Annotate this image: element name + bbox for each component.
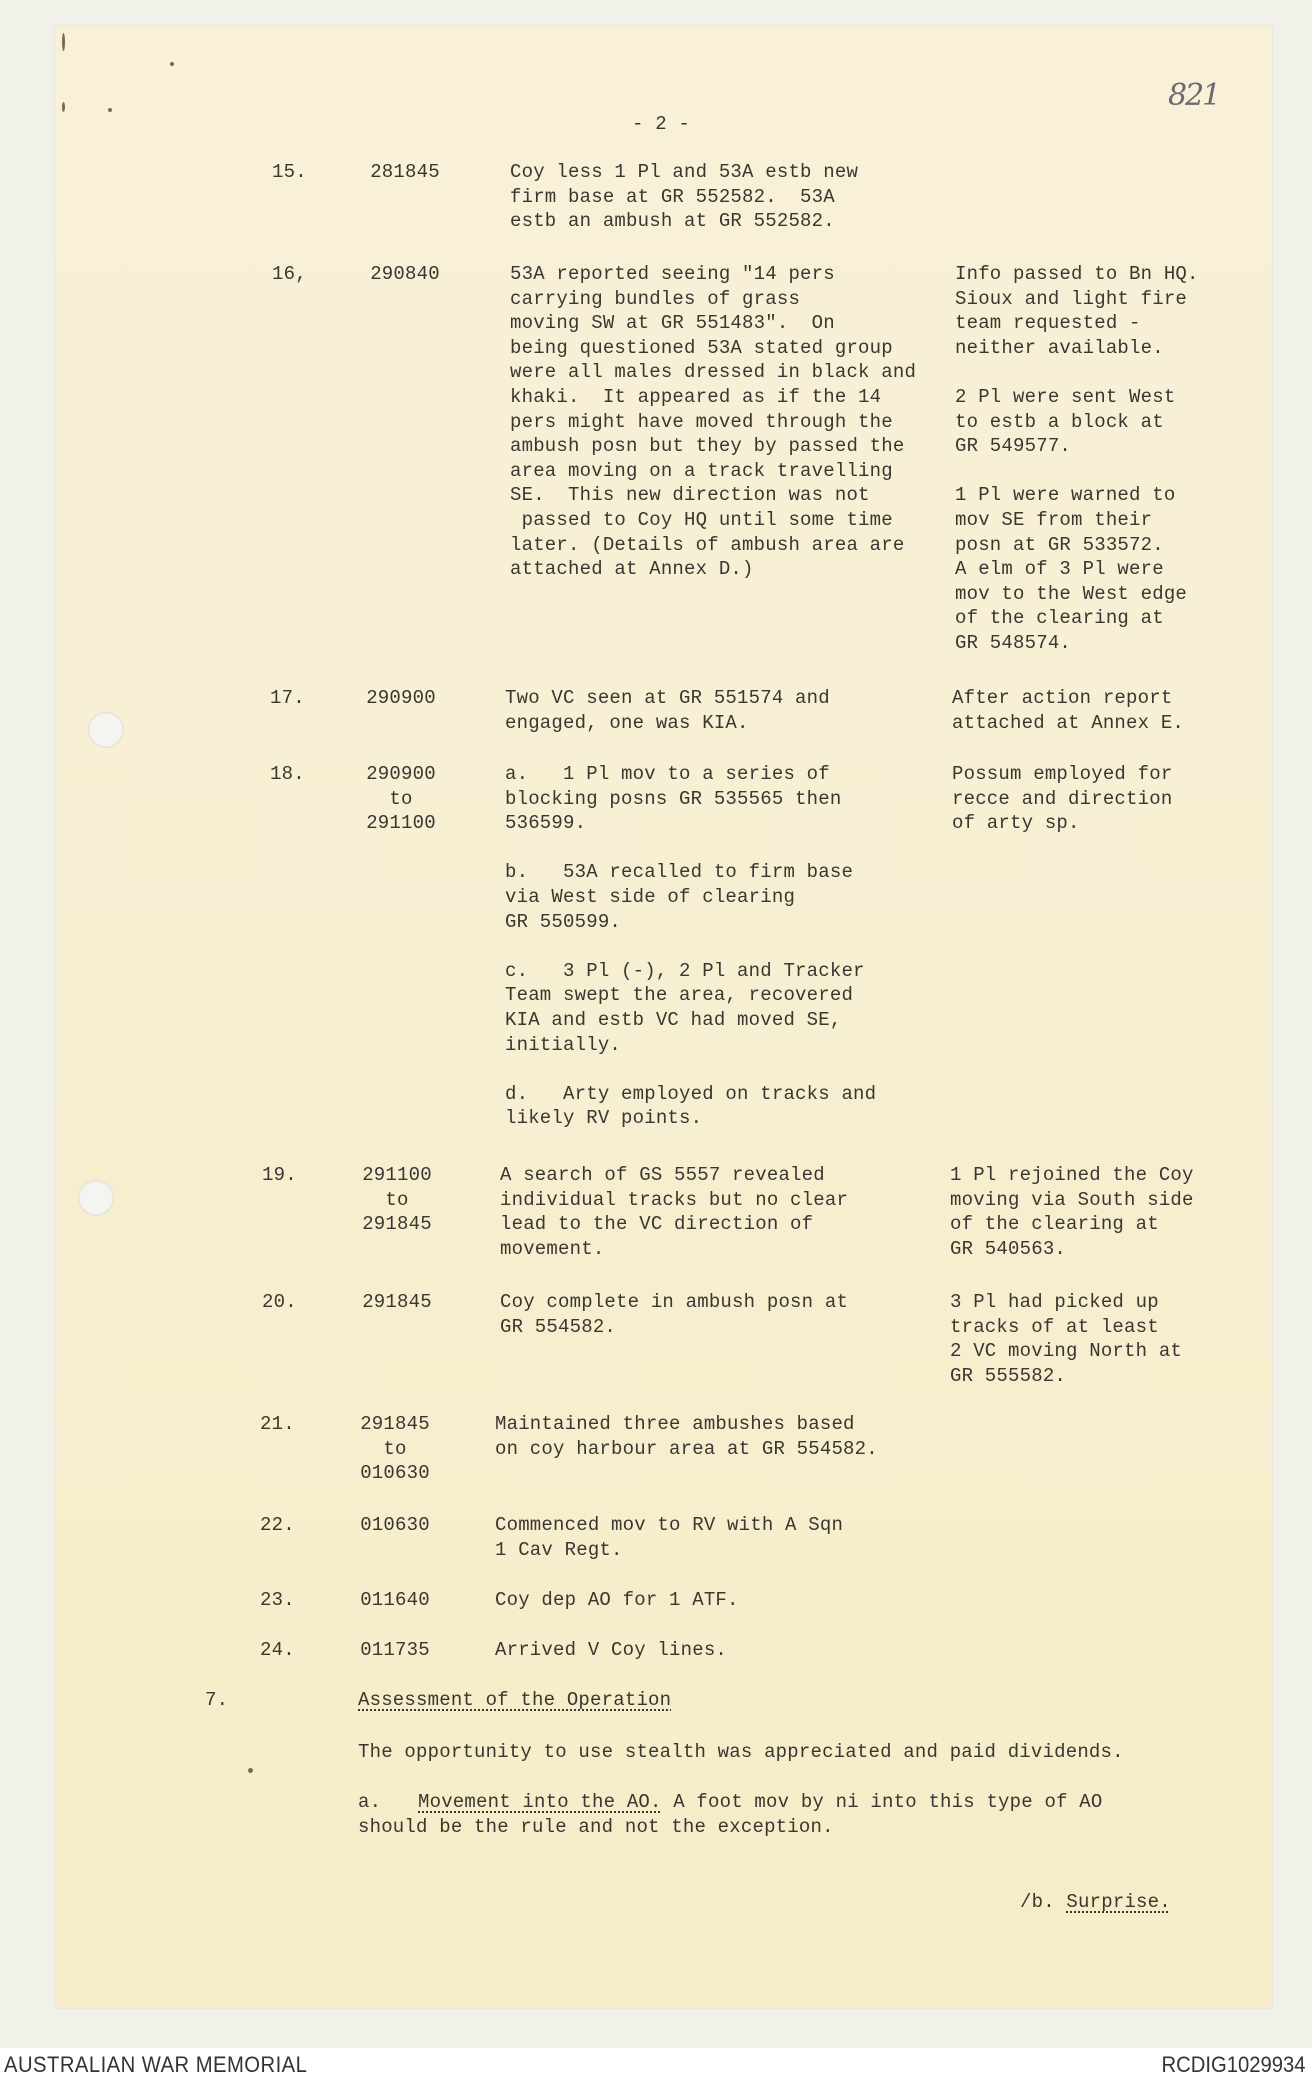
row-time: 010630 [360, 1462, 430, 1485]
row-number: 19. [262, 1164, 297, 1186]
row-time: 291100 [366, 812, 436, 835]
row-event-line: Coy complete in ambush posn at [500, 1291, 849, 1313]
row-number: 15. [272, 161, 307, 183]
row-event-line: c. 3 Pl (-), 2 Pl and Tracker [505, 959, 865, 982]
row-number: 16, [272, 263, 307, 285]
row-remark-line: After action report [952, 687, 1173, 709]
row-remark-line: GR 555582. [950, 1364, 1067, 1387]
row-event-line: Commenced mov to RV with A Sqn [495, 1514, 844, 1536]
paragraph-a-text-continued: should be the rule and not the exception. [358, 1816, 834, 1838]
paper-mark [170, 62, 174, 66]
row-event-line: KIA and estb VC had moved SE, [505, 1009, 842, 1031]
row-time: 291100 [362, 1164, 432, 1186]
row-remark-line: team requested - [955, 312, 1141, 335]
paragraph-a-label: a. [358, 1791, 382, 1813]
row-event-line: later. (Details of ambush area are [510, 533, 905, 556]
row-event-line: likely RV points. [505, 1107, 703, 1130]
row-remark-line: to estb a block at [955, 410, 1164, 433]
row-event-line: initially. [505, 1033, 622, 1056]
row-event-line: b. 53A recalled to firm base [505, 861, 854, 884]
row-event-line: SE. This new direction was not [510, 484, 870, 507]
row-event-line: attached at Annex D.) [510, 558, 754, 581]
row-time: 011735 [360, 1639, 430, 1661]
row-remark-line: GR 549577. [955, 435, 1072, 458]
row-remark-line: 2 VC moving North at [950, 1340, 1183, 1363]
row-event-line: lead to the VC direction of [500, 1213, 814, 1236]
section-intro: The opportunity to use stealth was appreciated and paid dividends. [358, 1741, 1124, 1763]
record-id: RCDIG1029934 [1161, 2052, 1306, 2077]
row-number: 22. [260, 1514, 295, 1536]
row-event-line: Two VC seen at GR 551574 and [505, 687, 830, 709]
row-remark-line: of arty sp. [952, 812, 1080, 835]
row-event-line: A search of GS 5557 revealed [500, 1164, 825, 1186]
row-event-line: Team swept the area, recovered [505, 984, 854, 1007]
row-event-line: d. Arty employed on tracks and [505, 1082, 877, 1105]
paragraph-a-heading: Movement into the AO. [418, 1791, 662, 1813]
row-time: 291845 [362, 1291, 432, 1313]
row-remark-line: A elm of 3 Pl were [955, 558, 1164, 581]
continuation-heading: Surprise. [1066, 1891, 1171, 1913]
row-remark-line: Sioux and light fire [955, 287, 1188, 310]
row-time: to [383, 1437, 407, 1460]
continuation-prefix: /b. [1020, 1891, 1067, 1913]
row-remark-line: attached at Annex E. [952, 711, 1185, 734]
row-event-line: were all males dressed in black and [510, 361, 917, 384]
row-remark-line: mov SE from their [955, 509, 1153, 531]
row-number: 17. [270, 687, 305, 709]
row-remark-line: tracks of at least [950, 1315, 1159, 1338]
row-event-line: moving SW at GR 551483". On [510, 312, 835, 335]
row-event-line: area moving on a track travelling [510, 459, 893, 482]
row-event-line: 1 Cav Regt. [495, 1538, 623, 1561]
row-remark-line: neither available. [955, 336, 1164, 359]
row-remark-line: 2 Pl were sent West [955, 386, 1176, 408]
row-event-line: passed to Coy HQ until some time [510, 509, 893, 531]
footer-bar [0, 2048, 1312, 2082]
row-number: 20. [262, 1291, 297, 1313]
row-time: 291845 [362, 1213, 432, 1236]
row-remark-line: mov to the West edge [955, 582, 1188, 605]
row-remark-line: GR 548574. [955, 632, 1072, 654]
page-number: - 2 - [632, 113, 691, 135]
row-remark-line: Possum employed for [952, 763, 1173, 785]
paper-mark [62, 33, 65, 51]
row-remark-line: Info passed to Bn HQ. [955, 263, 1199, 285]
row-event-line: ambush posn but they by passed the [510, 435, 905, 458]
row-event-line: a. 1 Pl mov to a series of [505, 763, 830, 785]
row-remark-line: 3 Pl had picked up [950, 1291, 1159, 1313]
row-event-line: estb an ambush at GR 552582. [510, 210, 835, 233]
row-time: to [385, 1188, 409, 1211]
row-event-line: Maintained three ambushes based [495, 1413, 855, 1435]
row-remark-line: recce and direction [952, 787, 1173, 810]
punch-hole [88, 712, 124, 748]
punch-hole [78, 1180, 114, 1216]
row-event-line: via West side of clearing [505, 886, 796, 908]
handwritten-folio-number: 821 [1168, 78, 1220, 113]
row-time: 281845 [370, 161, 440, 183]
row-remark-line: GR 540563. [950, 1237, 1067, 1260]
row-time: 010630 [360, 1514, 430, 1536]
paragraph-a-text: A foot mov by ni into this type of AO [650, 1791, 1103, 1813]
row-event-line: firm base at GR 552582. 53A [510, 185, 835, 208]
section-heading: Assessment of the Operation [358, 1689, 672, 1711]
paper-mark [62, 102, 65, 112]
row-event-line: 53A reported seeing "14 pers [510, 263, 835, 285]
row-remark-line: 1 Pl rejoined the Coy [950, 1164, 1194, 1186]
row-event-line: blocking posns GR 535565 then [505, 787, 842, 810]
row-event-line: pers might have moved through the [510, 410, 893, 433]
paper-mark [248, 1768, 253, 1773]
row-number: 21. [260, 1413, 295, 1435]
row-event-line: GR 550599. [505, 910, 622, 933]
row-remark-line: of the clearing at [955, 607, 1164, 630]
row-time: 290840 [370, 263, 440, 285]
row-remark-line: posn at GR 533572. [955, 533, 1164, 556]
row-event-line: 536599. [505, 812, 587, 835]
row-time: 011640 [360, 1589, 430, 1611]
row-time: 290900 [366, 763, 436, 785]
paper-mark [108, 108, 112, 112]
row-event-line: Coy dep AO for 1 ATF. [495, 1589, 739, 1611]
row-remark-line: 1 Pl were warned to [955, 484, 1176, 507]
row-event-line: GR 554582. [500, 1315, 617, 1338]
row-remark-line: of the clearing at [950, 1213, 1159, 1236]
row-event-line: Arrived V Coy lines. [495, 1639, 728, 1661]
row-event-line: carrying bundles of grass [510, 287, 801, 310]
row-event-line: khaki. It appeared as if the 14 [510, 386, 882, 408]
row-event-line: movement. [500, 1237, 605, 1260]
institution-name: AUSTRALIAN WAR MEMORIAL [4, 2052, 308, 2077]
row-remark-line: moving via South side [950, 1188, 1194, 1211]
row-event-line: being questioned 53A stated group [510, 336, 893, 359]
row-event-line: on coy harbour area at GR 554582. [495, 1437, 878, 1460]
section-number: 7. [205, 1689, 229, 1711]
row-number: 18. [270, 763, 305, 785]
row-number: 24. [260, 1639, 295, 1661]
row-event-line: engaged, one was KIA. [505, 711, 749, 734]
row-event-line: Coy less 1 Pl and 53A estb new [510, 161, 859, 183]
row-time: 291845 [360, 1413, 430, 1435]
row-event-line: individual tracks but no clear [500, 1188, 849, 1211]
row-time: to [389, 787, 413, 810]
row-time: 290900 [366, 687, 436, 709]
row-number: 23. [260, 1589, 295, 1611]
continuation-marker [1020, 1890, 1171, 1915]
